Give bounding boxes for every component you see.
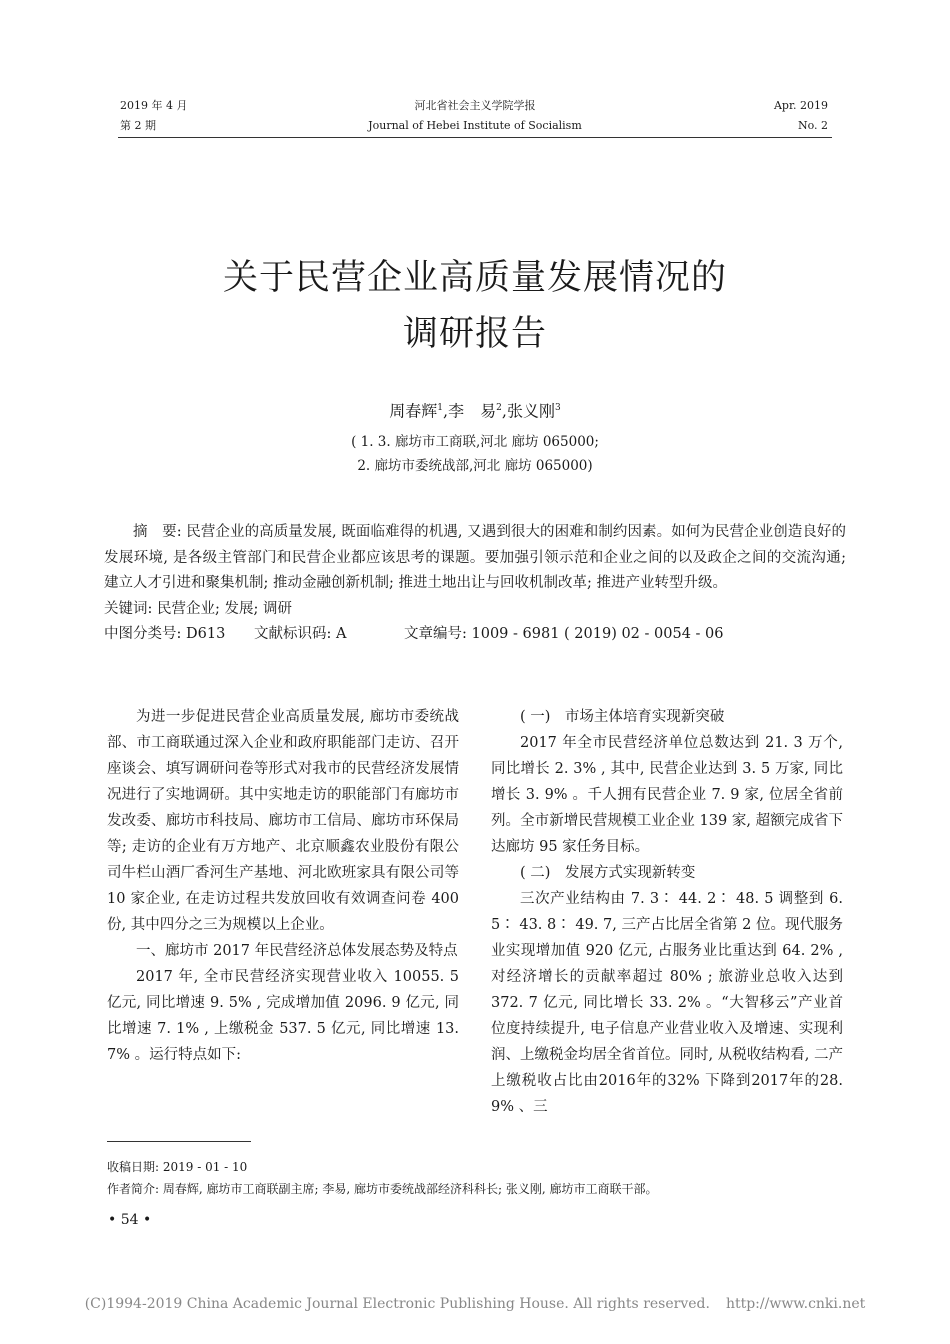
author-3: 张义刚 bbox=[506, 401, 555, 421]
header-date: 2019 年 4 月 bbox=[120, 99, 188, 112]
abstract-block bbox=[104, 520, 846, 648]
classification-line bbox=[104, 622, 846, 648]
header-journal bbox=[300, 96, 650, 136]
header-date-issue bbox=[120, 96, 187, 136]
footnotes bbox=[107, 1156, 847, 1200]
clc-number: 中图分类号: D613 bbox=[104, 626, 226, 642]
copyright-text: (C)1994-2019 China Academic Journal Electronic Publishing House. All rights reserved. bbox=[84, 1296, 710, 1312]
author-2-mark: 2 bbox=[496, 403, 502, 413]
title-line-2: 调研报告 bbox=[402, 314, 547, 354]
article-number: 文章编号: 1009 - 6981 ( 2019) 02 - 0054 - 06 bbox=[404, 626, 724, 642]
title-line-1: 关于民营企业高质量发展情况的 bbox=[222, 258, 727, 298]
header-divider bbox=[118, 137, 832, 138]
author-3-mark: 3 bbox=[554, 403, 561, 413]
keywords: 关键词: 民营企业; 发展; 调研 bbox=[104, 600, 292, 617]
paragraph-development-mode: 三次产业结构由 7. 3∶ 44. 2∶ 48. 5 调整到 6. 5∶ 43. 8∶ 49. 7, 三产占比居全省第 2 位。现代服务业实现增加值 920 亿元, 占服务业比重达到 64. 2% , 对经济增长的贡献率超过 80% ; 旅游业总收入达到 372. 7 亿元, 同比增长 33. 2% 。“大智移云”产业首位度持续提升, 电子信息产业营业收入及增速、实现利润、上缴税金均居全省首位。同时, 从税收结构看, 二产上缴税收占比由2016年的32% 下降到2017年的28. 9% 、三 bbox=[491, 891, 843, 1115]
subsection-heading-2: ( 二) 发展方式实现新转变 bbox=[520, 865, 696, 881]
cnki-link[interactable]: http://www.cnki.net bbox=[725, 1296, 866, 1312]
footnote-divider bbox=[107, 1141, 251, 1142]
paragraph-2017-overview: 2017 年, 全市民营经济实现营业收入 10055. 5 亿元, 同比增速 9. 5% , 完成增加值 2096. 9 亿元, 同比增速 7. 1% , 上缴税金 537. 5 亿元, 同比增速 13. 7% 。运行特点如下: bbox=[107, 969, 459, 1063]
author-list bbox=[200, 395, 750, 424]
section-heading-1: 一、廊坊市 2017 年民营经济总体发展态势及特点 bbox=[136, 943, 458, 959]
article-title bbox=[100, 250, 850, 362]
author-separator: , bbox=[501, 401, 507, 421]
author-bio: 作者简介: 周春辉, 廊坊市工商联副主席; 李易, 廊坊市委统战部经济科科长; 张义刚, 廊坊市工商联干部。 bbox=[107, 1182, 658, 1196]
affiliation-line-1: ( 1. 3. 廊坊市工商联,河北 廊坊 065000; bbox=[351, 434, 599, 450]
body-column-right bbox=[491, 704, 843, 1120]
paragraph-market-entities: 2017 年全市民营经济单位总数达到 21. 3 万个, 同比增长 2. 3% , 其中, 民营企业达到 3. 5 万家, 同比增长 3. 9% 。千人拥有民营企业 7. 9 家, 位居全省前列。全市新增民营规模工业企业 139 家, 超额完成省下达廊坊 95 家任务目标。 bbox=[491, 735, 843, 855]
document-code: 文献标识码: A bbox=[254, 626, 347, 642]
author-1: 周春辉 bbox=[389, 401, 438, 421]
header-issue-en: No. 2 bbox=[797, 119, 828, 132]
body-column-left bbox=[107, 704, 459, 1068]
journal-name-cn: 河北省社会主义学院学报 bbox=[414, 99, 536, 112]
abstract-text: 摘 要: 民营企业的高质量发展, 既面临难得的机遇, 又遇到很大的困难和制约因素。如何为民营企业创造良好的发展环境, 是各级主管部门和民营企业都应该思考的课题。要加强引领示范和企业之间的以及政企之间的交流沟通; 建立人才引进和聚集机制; 推动金融创新机制; 推进土地出让与回收机制改革; 推进产业转型升级。 bbox=[104, 524, 846, 591]
author-1-mark: 1 bbox=[437, 403, 444, 413]
affiliation-line-2: 2. 廊坊市委统战部,河北 廊坊 065000) bbox=[357, 458, 593, 474]
page-number: • 54 • bbox=[108, 1212, 152, 1228]
copyright-watermark bbox=[0, 1296, 950, 1312]
received-date: 收稿日期: 2019 - 01 - 10 bbox=[107, 1160, 248, 1174]
author-separator: , bbox=[443, 401, 449, 421]
header-date-en: Apr. 2019 bbox=[773, 99, 828, 112]
journal-name-en: Journal of Hebei Institute of Socialism bbox=[368, 119, 582, 132]
author-2: 李 易 bbox=[448, 401, 497, 421]
affiliations bbox=[200, 430, 750, 478]
header-date-issue-en bbox=[774, 96, 828, 136]
header-issue: 第 2 期 bbox=[120, 119, 156, 132]
subsection-heading-1: ( 一) 市场主体培育实现新突破 bbox=[520, 709, 725, 725]
intro-paragraph: 为进一步促进民营企业高质量发展, 廊坊市委统战部、市工商联通过深入企业和政府职能部门走访、召开座谈会、填写调研问卷等形式对我市的民营经济发展情况进行了实地调研。其中实地走访的职能部门有廊坊市发改委、廊坊市科技局、廊坊市工信局、廊坊市环保局等; 走访的企业有万方地产、北京顺鑫农业股份有限公司牛栏山酒厂香河生产基地、河北欧班家具有限公司等 10 家企业, 在走访过程共发放回收有效调查问卷 400 份, 其中四分之三为规模以上企业。 bbox=[107, 709, 459, 933]
